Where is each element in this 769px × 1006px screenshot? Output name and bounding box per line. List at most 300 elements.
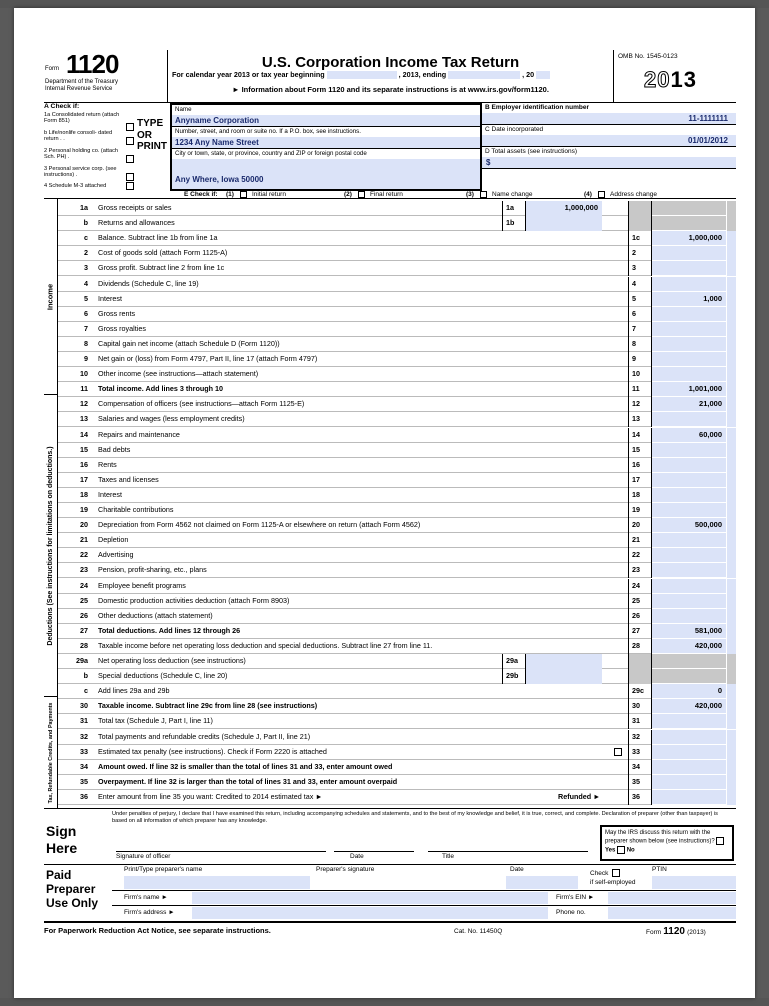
line-cents-field[interactable]	[726, 594, 736, 609]
footer-form-number: 1120	[663, 926, 685, 937]
line-row	[58, 609, 736, 624]
name-label: Name	[175, 106, 192, 113]
line-description: Total deductions. Add lines 12 through 26	[98, 625, 241, 635]
ein-label: B Employer identification number	[485, 104, 590, 111]
line-row	[58, 775, 736, 790]
row-e-opt1-text: Initial return	[252, 191, 286, 198]
line-cents-field[interactable]	[726, 337, 736, 352]
form-title: U.S. Corporation Income Tax Return	[261, 54, 520, 71]
line-row	[58, 307, 736, 322]
line-number: 5	[84, 293, 88, 303]
checkbox-address-change[interactable]	[598, 191, 605, 198]
form-number: 1120	[66, 49, 119, 79]
line-amount-field[interactable]: 1,000	[652, 292, 726, 307]
line-amount-field[interactable]: 0	[652, 684, 726, 699]
line-number: 34	[80, 761, 88, 771]
line-amount-field[interactable]	[652, 246, 726, 261]
city-row	[172, 149, 480, 189]
city-label: City or town, state, or province, country and ZIP or foreign postal code	[175, 150, 367, 157]
line-cents-field[interactable]	[726, 699, 736, 714]
line-number: 16	[80, 459, 88, 469]
line-amount-field[interactable]	[652, 367, 726, 382]
checkbox-initial-return[interactable]	[240, 191, 247, 198]
ein-field[interactable]: 11-1111111	[482, 113, 736, 124]
line-number: 2	[84, 248, 88, 258]
city-field[interactable]: Any Where, Iowa 50000	[172, 159, 480, 189]
type-label: TYPE	[137, 118, 164, 129]
subline-code: 1b	[502, 216, 526, 231]
line-cents-field[interactable]	[726, 367, 736, 382]
line-cents-field[interactable]	[726, 443, 736, 458]
firm-ein-label: Firm's EIN ►	[556, 894, 595, 901]
refunded-label: Refunded ►	[558, 791, 601, 801]
use-only-word: Use Only	[46, 895, 99, 910]
line-code: 1c	[628, 231, 652, 246]
line-number: 19	[80, 505, 88, 514]
line-number: 36	[80, 791, 88, 801]
checkbox-personal-service[interactable]	[126, 173, 134, 181]
checkbox-discuss-no[interactable]	[617, 846, 625, 854]
line-code: 27	[628, 624, 652, 639]
line-row	[58, 745, 736, 760]
line-amount-field[interactable]	[652, 337, 726, 352]
line-cents-field[interactable]	[726, 503, 736, 518]
line-cents-field[interactable]	[726, 428, 736, 443]
line-amount-field[interactable]	[652, 261, 726, 276]
checkbox-personal-holding[interactable]	[126, 155, 134, 163]
line-code: 6	[628, 307, 652, 322]
total-assets-row	[482, 147, 736, 169]
form-1120	[44, 50, 736, 939]
sign-here-label	[46, 823, 77, 857]
deductions-label: Deductions (See instructions for limitations on deductions.)	[46, 445, 54, 646]
row-e-opt4-text: Address change	[610, 191, 657, 198]
or-label: OR	[137, 129, 152, 141]
line-amount-field[interactable]	[652, 412, 726, 427]
line-cents-field[interactable]	[726, 352, 736, 367]
line-cents-field[interactable]	[726, 473, 736, 488]
line-number: 1a	[80, 203, 88, 212]
checkbox-consolidated[interactable]	[126, 123, 134, 131]
line-cents-field[interactable]	[726, 382, 736, 397]
subline-code: 29b	[502, 669, 526, 684]
line-description: Employee benefit programs	[98, 580, 186, 590]
line-number: 28	[80, 640, 88, 650]
line-row	[58, 277, 736, 292]
line-amount-field[interactable]	[652, 594, 726, 609]
line-amount-field[interactable]	[652, 503, 726, 518]
here-word: Here	[46, 839, 78, 856]
line-row	[58, 579, 736, 594]
line-row	[58, 216, 736, 231]
line-amount-field[interactable]: 1,001,000	[652, 382, 726, 397]
line-cents-field[interactable]	[726, 730, 736, 745]
paperwork-notice: For Paperwork Reduction Act Notice, see separate instructions.	[44, 926, 271, 935]
line-description: Cost of goods sold (attach Form 1125-A)	[98, 248, 228, 258]
line-number: 22	[80, 550, 88, 560]
line-cents-field[interactable]	[726, 760, 736, 775]
line-code: 17	[628, 473, 652, 488]
line-amount-field[interactable]	[652, 352, 726, 367]
line-cents-field[interactable]	[726, 548, 736, 563]
line-cents-field[interactable]	[726, 790, 736, 805]
line-amount-field	[652, 201, 726, 216]
line-row	[58, 473, 736, 488]
viewer-top-bar	[0, 0, 769, 8]
line-description: Estimated tax penalty (see instructions). Check if Form 2220 is attached	[98, 746, 327, 756]
line-amount-field[interactable]	[652, 579, 726, 594]
firm-name-field[interactable]	[192, 892, 548, 904]
line-row	[58, 412, 736, 427]
line-cents-field[interactable]	[726, 639, 736, 654]
line-description: Interest	[98, 489, 122, 499]
line-code: 32	[628, 730, 652, 745]
line-description: Total payments and refundable credits (Schedule J, Part II, line 21)	[98, 731, 311, 741]
line-cents-field[interactable]	[726, 624, 736, 639]
line-code: 4	[628, 277, 652, 292]
firm-ein-field[interactable]	[608, 892, 736, 904]
line-cents-field[interactable]	[726, 775, 736, 790]
line-cents-field[interactable]	[726, 488, 736, 503]
sign-title-label: Title	[442, 853, 455, 860]
line-row	[58, 518, 736, 533]
line-description: Salaries and wages (less employment credits)	[98, 414, 245, 424]
line-description: Gross royalties	[98, 323, 146, 333]
line-row	[58, 428, 736, 443]
line-description: Other deductions (attach statement)	[98, 610, 213, 620]
row-e-opt2-text: Final return	[370, 191, 403, 198]
line-cents-field	[726, 654, 736, 669]
line-row	[58, 790, 736, 805]
line-row	[58, 352, 736, 367]
line-cents-field[interactable]	[726, 307, 736, 322]
self-employed-label: if self-employed	[590, 879, 636, 886]
line-amount-field[interactable]	[652, 714, 726, 729]
line-amount-field[interactable]: 581,000	[652, 624, 726, 639]
line-description: Net gain or (loss) from Form 4797, Part II, line 17 (attach Form 4797)	[98, 354, 318, 363]
calendar-suffix: , 20	[522, 70, 535, 79]
line-amount-field[interactable]	[652, 277, 726, 292]
calendar-mid: , 2013, ending	[398, 70, 447, 79]
preparer-date-label: Date	[510, 866, 524, 873]
line-code: 31	[628, 714, 652, 729]
line-amount-field	[652, 216, 726, 231]
line-row	[58, 231, 736, 246]
line-row	[58, 533, 736, 548]
catalog-number: Cat. No. 11450Q	[454, 928, 503, 935]
line-code: 12	[628, 397, 652, 412]
line-description: Add lines 29a and 29b	[98, 686, 170, 696]
line-cents-field[interactable]	[726, 533, 736, 548]
line-number: 9	[84, 354, 88, 363]
line-code: 30	[628, 699, 652, 714]
line-cents-field[interactable]	[726, 745, 736, 760]
line-amount-field[interactable]	[652, 548, 726, 563]
line-amount-field[interactable]	[652, 533, 726, 548]
line-amount-field[interactable]: 420,000	[652, 639, 726, 654]
street-label: Number, street, and room or suite no. If a P.O. box, see instructions.	[175, 128, 361, 135]
line-amount-field[interactable]	[652, 488, 726, 503]
line-amount-field[interactable]: 21,000	[652, 397, 726, 412]
line-amount-field[interactable]	[652, 307, 726, 322]
sign-word: Sign	[46, 823, 77, 839]
line-description: Bad debts	[98, 444, 131, 454]
paid-word: Paid	[46, 868, 72, 882]
line-amount-field[interactable]	[652, 730, 726, 745]
line-row	[58, 246, 736, 261]
sign-here-section	[44, 809, 736, 865]
tax-year-end-field[interactable]	[448, 71, 520, 79]
check-item-4: 4 Schedule M-3 attached	[44, 183, 107, 189]
line-cents-field[interactable]	[726, 609, 736, 624]
date-incorporated-row	[482, 125, 736, 147]
viewer-bottom-bar	[0, 998, 769, 1006]
line-cents-field[interactable]	[726, 261, 736, 276]
omb-number: OMB No. 1545-0123	[618, 53, 678, 60]
line-number: 26	[80, 610, 88, 620]
line-code: 7	[628, 322, 652, 337]
subline-amount-field[interactable]: 1,000,000	[526, 201, 602, 216]
line-cents-field[interactable]	[726, 684, 736, 699]
line-row	[58, 760, 736, 775]
total-assets-label: D Total assets (see instructions)	[485, 148, 577, 155]
checkbox-final-return[interactable]	[358, 191, 365, 198]
date-incorporated-label: C Date incorporated	[485, 126, 544, 133]
line-cents-field	[726, 216, 736, 231]
line-description: Depletion	[98, 535, 129, 545]
line-row	[58, 261, 736, 276]
check-item-1b: b Life/nonlife consoli- dated return . .	[44, 130, 113, 143]
line-code: 8	[628, 337, 652, 352]
line-number: c	[84, 233, 88, 243]
subline-amount-field[interactable]	[526, 669, 602, 684]
line-number: 12	[80, 399, 88, 409]
line-description: Returns and allowances	[98, 218, 175, 228]
firm-address-row	[112, 906, 736, 921]
street-field[interactable]: 1234 Any Name Street	[172, 137, 480, 148]
line-description: Pension, profit-sharing, etc., plans	[98, 565, 207, 575]
line-row	[58, 624, 736, 639]
line-row	[58, 563, 736, 578]
check-item-1a: 1a Consolidated return (attach Form 851)	[44, 112, 120, 125]
line-row	[58, 292, 736, 307]
line-number: 20	[80, 520, 88, 530]
year-block	[613, 50, 736, 103]
form-word: Form	[45, 66, 59, 72]
street-row	[172, 127, 480, 149]
line-row	[58, 594, 736, 609]
checkbox-form-2220[interactable]	[614, 748, 622, 756]
line-number: 35	[80, 776, 88, 786]
line-cents-field[interactable]	[726, 246, 736, 261]
line-number: 27	[80, 625, 88, 635]
line-code: 14	[628, 428, 652, 443]
firm-name-label: Firm's name ►	[124, 894, 168, 901]
line-row	[58, 397, 736, 412]
checkbox-name-change[interactable]	[480, 191, 487, 198]
row-e-opt1-num: (1)	[226, 191, 234, 198]
line-code: 11	[628, 382, 652, 397]
line-amount-field[interactable]	[652, 473, 726, 488]
line-description: Gross profit. Subtract line 2 from line 1c	[98, 263, 225, 273]
preparer-word: Preparer	[46, 881, 96, 896]
line-number: 4	[84, 278, 88, 288]
name-field[interactable]: Anyname Corporation	[172, 115, 480, 126]
line-description: Rents	[98, 459, 117, 469]
title-block	[168, 50, 613, 103]
check-if-column	[44, 103, 168, 199]
line-code: 5	[628, 292, 652, 307]
total-assets-field[interactable]: $	[482, 157, 736, 168]
line-number: c	[84, 686, 88, 696]
checkbox-self-employed[interactable]	[612, 869, 620, 877]
line-description: Taxable income before net operating loss deduction and special deductions. Subtract line 27 from line 11.	[98, 640, 433, 650]
line-number: 13	[80, 414, 88, 424]
line-number: 33	[80, 746, 88, 756]
line-description: Gross receipts or sales	[98, 203, 172, 212]
line-number: 17	[80, 474, 88, 484]
line-amount-field[interactable]	[652, 745, 726, 760]
line-code: 33	[628, 745, 652, 760]
subline-amount-field[interactable]	[526, 654, 602, 669]
line-description: Total income. Add lines 3 through 10	[98, 384, 223, 394]
line-amount-field[interactable]: 500,000	[652, 518, 726, 533]
entity-section	[44, 103, 736, 199]
line-number: 11	[80, 384, 88, 394]
subline-code: 29a	[502, 654, 526, 669]
info-line: ► Information about Form 1120 and its separate instructions is at www.irs.gov/form1120.	[232, 85, 549, 94]
firm-address-field[interactable]	[192, 907, 548, 919]
date-incorporated-field[interactable]: 01/01/2012	[482, 135, 736, 146]
line-code	[628, 654, 652, 669]
line-number: 10	[80, 369, 88, 379]
line-amount-field[interactable]	[652, 775, 726, 790]
line-number: 25	[80, 595, 88, 605]
line-cents-field[interactable]	[726, 563, 736, 578]
line-code: 35	[628, 775, 652, 790]
line-cents-field[interactable]	[726, 412, 736, 427]
form-header	[44, 50, 736, 103]
dept-line: Department of the Treasury	[45, 79, 119, 85]
line-code: 29c	[628, 684, 652, 699]
line-cents-field[interactable]	[726, 277, 736, 292]
line-code: 20	[628, 518, 652, 533]
subline-code: 1a	[502, 201, 526, 216]
line-code: 15	[628, 443, 652, 458]
line-row	[58, 684, 736, 699]
line-row	[58, 488, 736, 503]
tax-side-label	[44, 697, 58, 809]
preparer-date-field[interactable]	[506, 876, 578, 889]
calendar-year-line	[172, 71, 550, 79]
line-amount-field[interactable]: 420,000	[652, 699, 726, 714]
line-description: Taxable income. Subtract line 29c from line 28 (see instructions)	[98, 701, 318, 711]
row-e-label: E Check if:	[184, 191, 218, 198]
employer-info-column	[482, 103, 736, 199]
ptin-label: PTIN	[652, 866, 667, 873]
phone-field[interactable]	[608, 907, 736, 919]
checkbox-life-nonlife[interactable]	[126, 137, 134, 145]
row-e-opt3-text: Name change	[492, 191, 533, 198]
line-number: 21	[80, 535, 88, 545]
preparer-signature-field[interactable]	[316, 876, 500, 889]
checkbox-schedule-m3[interactable]	[126, 182, 134, 190]
checkbox-discuss-yes[interactable]	[716, 837, 724, 845]
department	[45, 79, 118, 93]
year-suffix: 13	[670, 67, 697, 92]
ptin-field[interactable]	[652, 876, 736, 889]
type-or-print	[137, 118, 170, 153]
line-amount-field[interactable]	[652, 563, 726, 578]
line-description: Compensation of officers (see instructions—attach Form 1125-E)	[98, 399, 305, 409]
line-number: 32	[80, 731, 88, 741]
line-amount-field[interactable]	[652, 322, 726, 337]
phone-label: Phone no.	[556, 909, 586, 916]
line-code	[628, 216, 652, 231]
line-cents-field[interactable]	[726, 292, 736, 307]
line-description: Interest	[98, 293, 122, 303]
form-id-block	[44, 50, 168, 103]
preparer-name-field[interactable]	[124, 876, 310, 889]
line-cents-field[interactable]	[726, 458, 736, 473]
line-code: 26	[628, 609, 652, 624]
tax-year-end-yr-field[interactable]	[536, 71, 550, 79]
line-code: 22	[628, 548, 652, 563]
paid-preparer-section	[44, 865, 736, 923]
row-e-opt4-num: (4)	[584, 191, 592, 198]
sign-date-field[interactable]	[334, 839, 414, 852]
line-number: b	[83, 671, 88, 681]
line-amount-field[interactable]	[652, 458, 726, 473]
line-amount-field[interactable]: 60,000	[652, 428, 726, 443]
officer-title-field[interactable]	[428, 839, 588, 852]
line-amount-field[interactable]	[652, 443, 726, 458]
check-if-row-e	[44, 191, 736, 199]
line-cents-field[interactable]	[726, 579, 736, 594]
line-number: 23	[80, 565, 88, 575]
line-cents-field[interactable]	[726, 322, 736, 337]
line-row	[58, 714, 736, 729]
line-number: 14	[80, 429, 88, 439]
line-description: Capital gain net income (attach Schedule D (Form 1120))	[98, 338, 280, 348]
line-amount-field[interactable]	[652, 790, 726, 805]
line-code: 25	[628, 594, 652, 609]
line-row	[58, 382, 736, 397]
line-cents-field[interactable]	[726, 397, 736, 412]
income-label: Income	[45, 283, 55, 310]
deductions-side-label	[44, 395, 58, 697]
line-description: Balance. Subtract line 1b from line 1a	[98, 233, 218, 243]
line-description: Depreciation from Form 4562 not claimed on Form 1125-A or elsewhere on return (attach Form 4562)	[98, 520, 421, 530]
line-row	[58, 443, 736, 458]
line-cents-field[interactable]	[726, 518, 736, 533]
line-number: 18	[80, 489, 88, 499]
line-description: Other income (see instructions—attach statement)	[98, 369, 259, 379]
line-cents-field[interactable]	[726, 714, 736, 729]
line-amount-field[interactable]: 1,000,000	[652, 231, 726, 246]
line-code: 19	[628, 503, 652, 518]
document-page	[14, 8, 755, 998]
tax-year-begin-field[interactable]	[327, 71, 397, 79]
officer-signature-field[interactable]	[116, 839, 326, 852]
line-description: Dividends (Schedule C, line 19)	[98, 278, 199, 288]
line-cents-field[interactable]	[726, 231, 736, 246]
line-amount-field[interactable]	[652, 609, 726, 624]
line-row	[58, 201, 736, 216]
line-code: 9	[628, 352, 652, 367]
subline-amount-field[interactable]	[526, 216, 602, 231]
line-amount-field[interactable]	[652, 760, 726, 775]
